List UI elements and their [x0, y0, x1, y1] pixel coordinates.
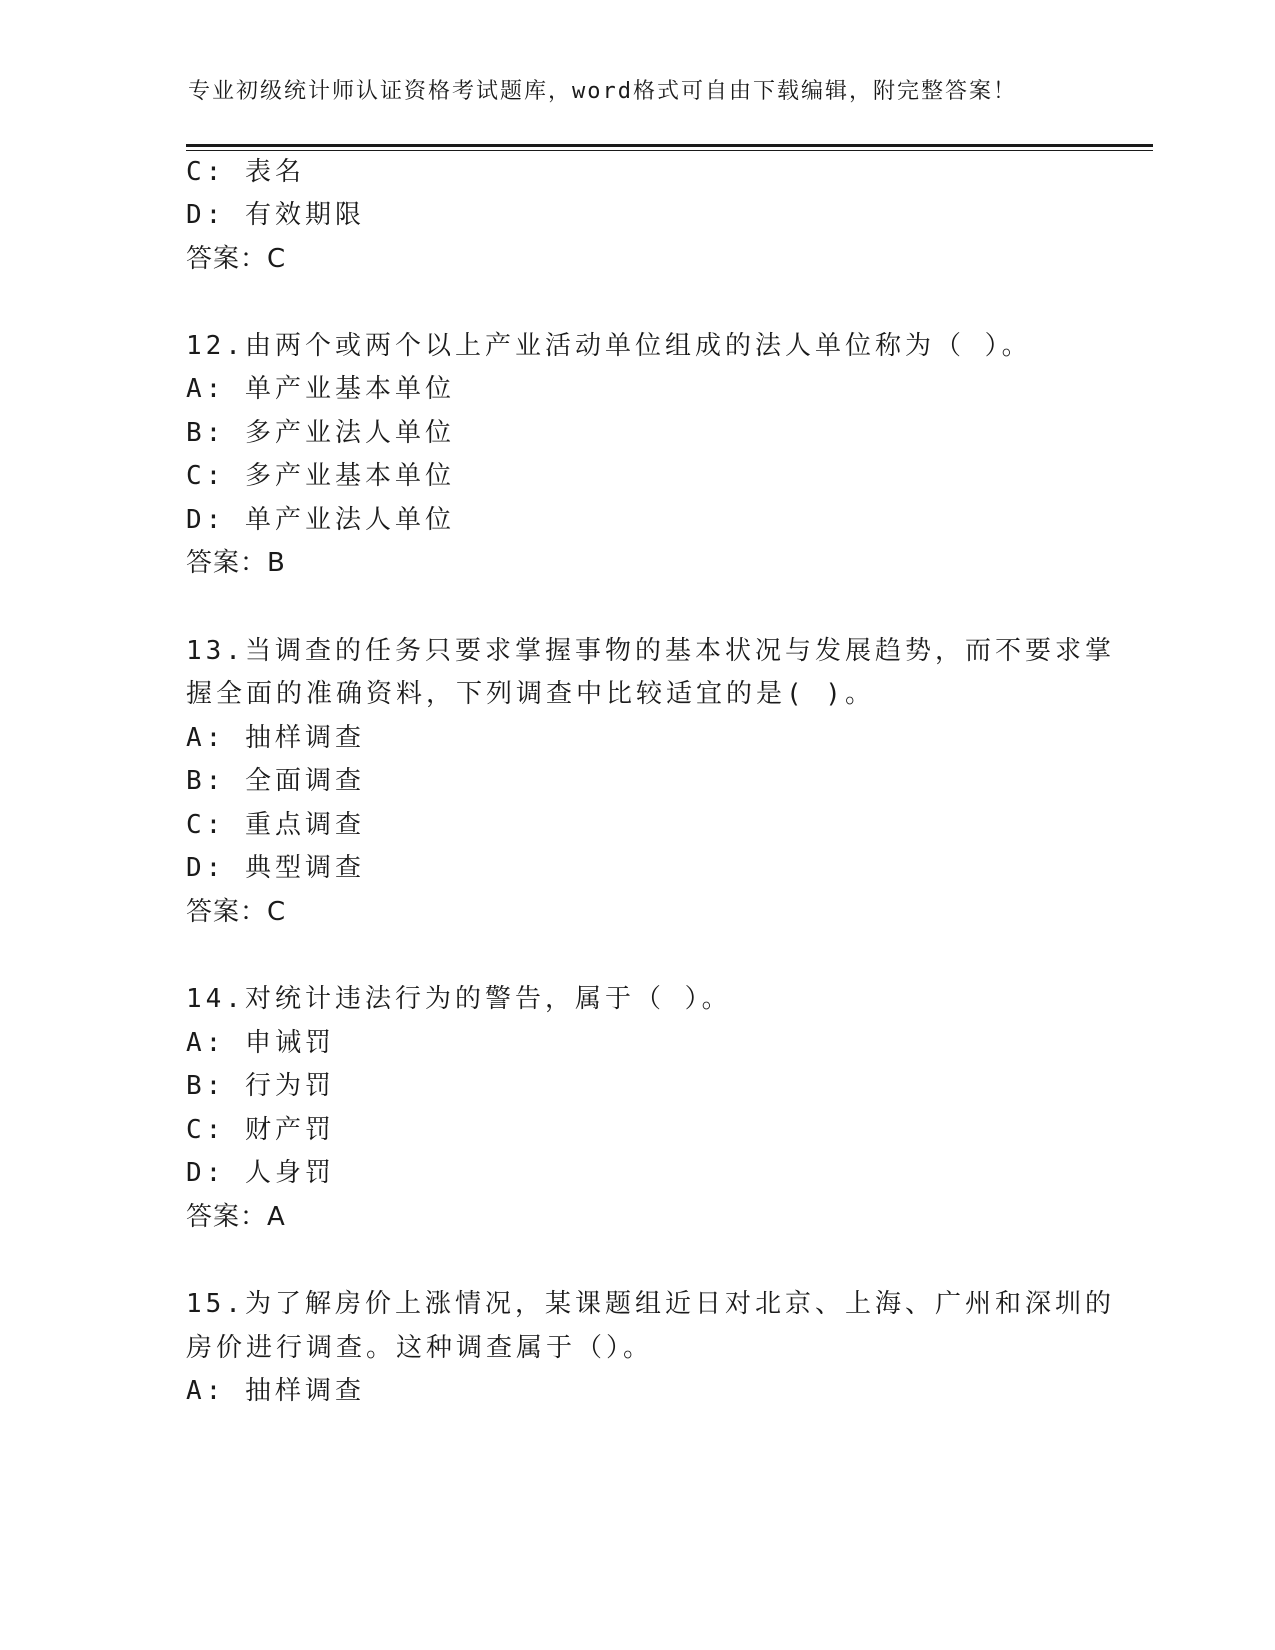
answer: 答案：B	[186, 548, 286, 578]
question-stem-line-1: 13.当调查的任务只要求掌握事物的基本状况与发展趋势，而不要求掌	[186, 636, 1115, 666]
answer: 答案：C	[186, 244, 287, 274]
option-b: B: 行为罚	[186, 1071, 335, 1101]
header-divider-thin	[186, 150, 1153, 151]
option-d: D: 有效期限	[186, 200, 365, 230]
option-a: A: 抽样调查	[186, 723, 365, 753]
option-c: C: 多产业基本单位	[186, 461, 455, 491]
question-stem-line-2: 握全面的准确资料，下列调查中比较适宜的是( )。	[186, 679, 875, 709]
option-b: B: 全面调查	[186, 766, 365, 796]
option-c: C: 财产罚	[186, 1115, 335, 1145]
answer: 答案：C	[186, 897, 287, 927]
header-title: 专业初级统计师认证资格考试题库，word格式可自由下载编辑，附完整答案！	[188, 79, 1017, 104]
option-a: A: 单产业基本单位	[186, 374, 455, 404]
option-d: D: 单产业法人单位	[186, 505, 455, 535]
option-d: D: 典型调查	[186, 853, 365, 883]
answer: 答案：A	[186, 1202, 286, 1232]
header-divider-thick	[186, 144, 1153, 147]
option-a: A: 抽样调查	[186, 1376, 365, 1406]
option-c: C: 表名	[186, 157, 305, 187]
question-stem-line-1: 15.为了解房价上涨情况，某课题组近日对北京、上海、广州和深圳的	[186, 1289, 1115, 1319]
option-a: A: 申诫罚	[186, 1028, 335, 1058]
option-d: D: 人身罚	[186, 1158, 335, 1188]
question-stem-line-2: 房价进行调查。这种调查属于（）。	[186, 1333, 654, 1363]
question-stem: 12.由两个或两个以上产业活动单位组成的法人单位称为（ ）。	[186, 331, 1032, 361]
option-b: B: 多产业法人单位	[186, 418, 455, 448]
option-c: C: 重点调查	[186, 810, 365, 840]
question-stem: 14.对统计违法行为的警告，属于（ ）。	[186, 984, 732, 1014]
